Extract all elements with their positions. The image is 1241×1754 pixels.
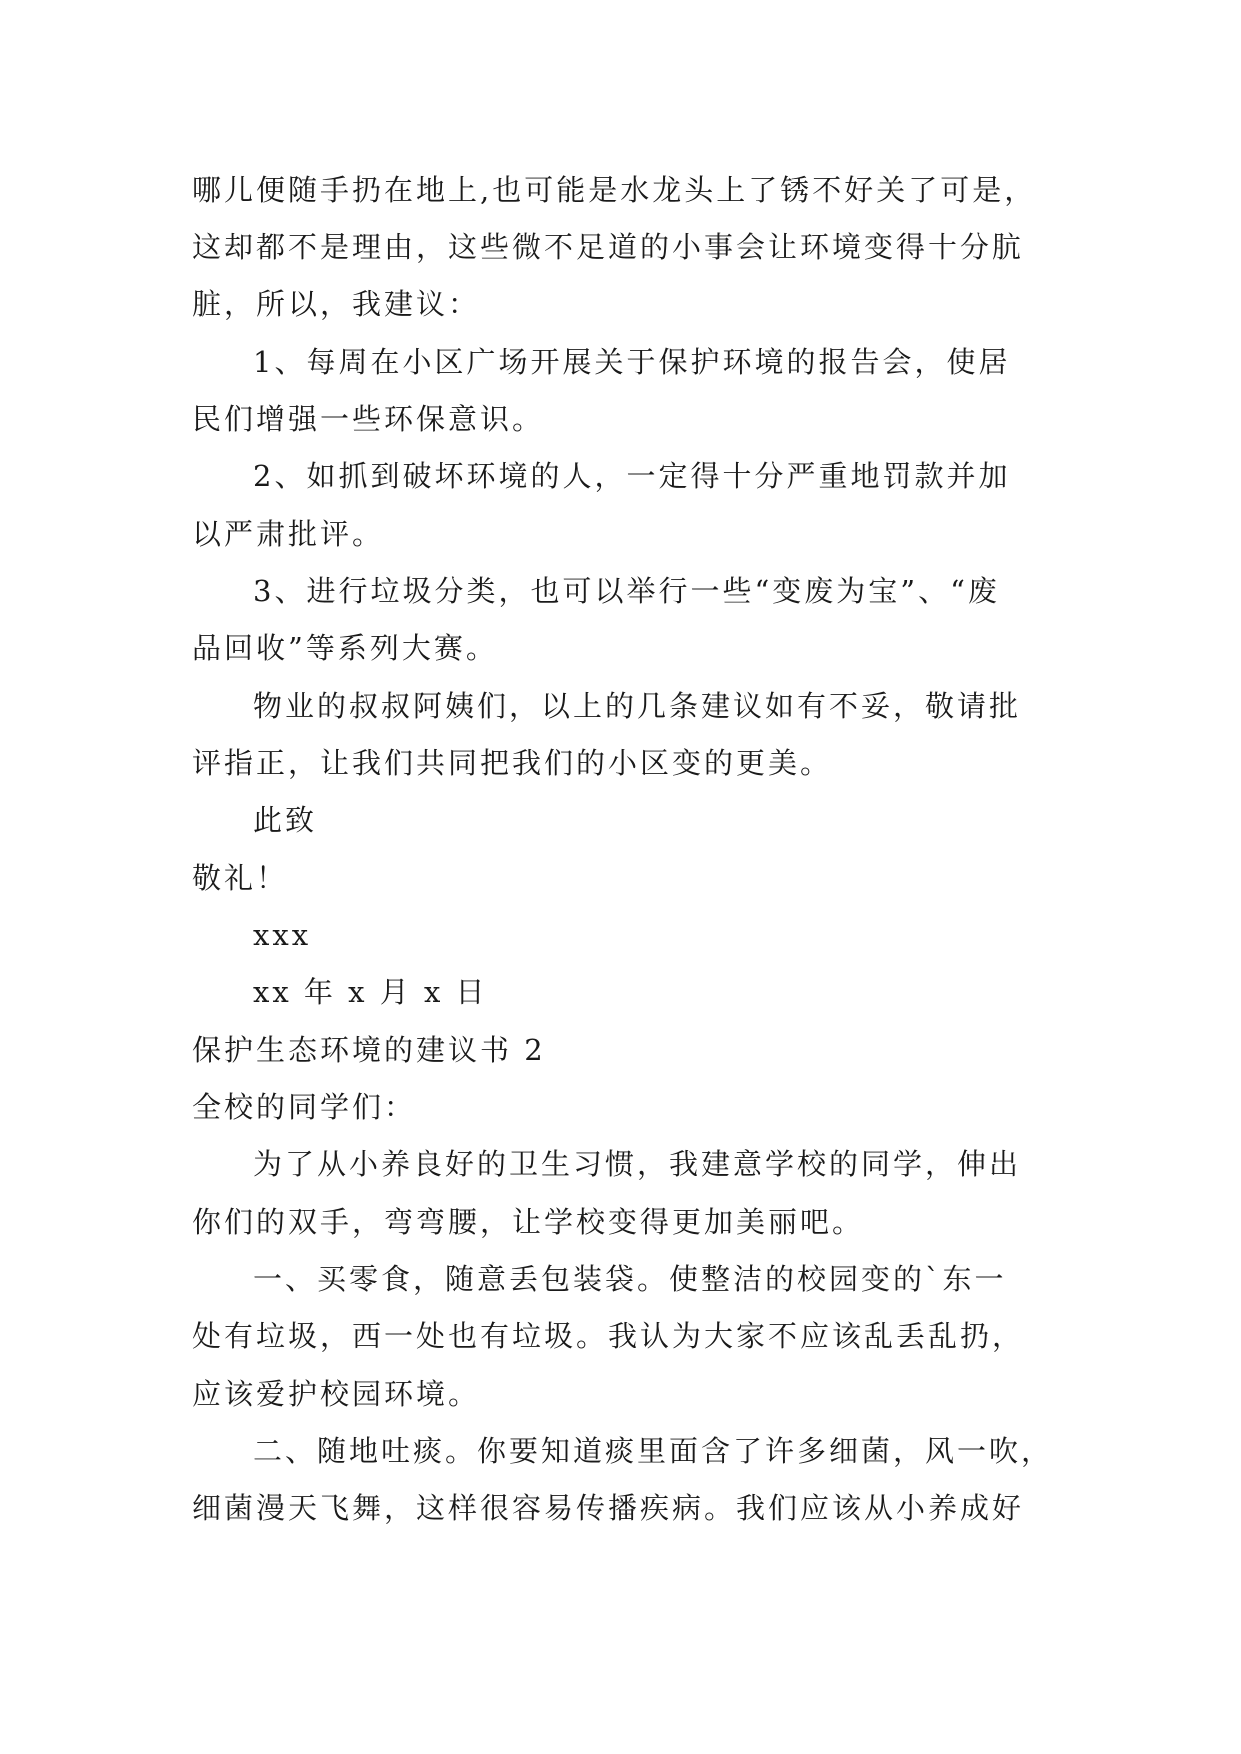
text-line: 2、如抓到破坏环境的人，一定得十分严重地罚款并加 (253, 459, 1011, 493)
text-line: 评指正，让我们共同把我们的小区变的更美。 (192, 746, 833, 780)
text-line: 此致 (253, 803, 318, 837)
text-line: 1、每周在小区广场开展关于保护环境的报告会，使居 (253, 345, 1011, 379)
text-line: 应该爱护校园环境。 (192, 1377, 481, 1411)
text-line: 物业的叔叔阿姨们，以上的几条建议如有不妥，敬请批 (253, 689, 1022, 723)
text-line: 细菌漫天飞舞，这样很容易传播疾病。我们应该从小养成好 (192, 1491, 1025, 1525)
text-line: 哪儿便随手扔在地上,也可能是水龙头上了锈不好关了可是， (192, 173, 1037, 207)
text-line: xx 年 x 月 x 日 (253, 975, 488, 1009)
text-line: 民们增强一些环保意识。 (192, 402, 545, 436)
text-line: 全校的同学们： (192, 1090, 417, 1124)
text-line: 脏，所以，我建议： (192, 287, 481, 321)
text-line: 处有垃圾，西一处也有垃圾。我认为大家不应该乱丢乱扔， (192, 1319, 1025, 1353)
text-line: 二、随地吐痰。你要知道痰里面含了许多细菌，风一吹， (253, 1434, 1054, 1468)
text-line: 敬礼！ (192, 861, 289, 895)
text-line: 为了从小养良好的卫生习惯，我建意学校的同学，伸出 (253, 1147, 1022, 1181)
text-line: 一、买零食，随意丢包装袋。使整洁的校园变的`东一 (253, 1262, 1007, 1296)
text-line: xxx (253, 918, 312, 952)
text-line: 保护生态环境的建议书 2 (192, 1033, 546, 1067)
text-line: 你们的双手，弯弯腰，让学校变得更加美丽吧。 (192, 1205, 865, 1239)
text-line: 以严肃批评。 (192, 517, 385, 551)
text-line: 品回收”等系列大赛。 (192, 631, 498, 665)
text-line: 3、进行垃圾分类，也可以举行一些“变废为宝”、“废 (253, 574, 1000, 608)
text-line: 这却都不是理由，这些微不足道的小事会让环境变得十分肮 (192, 230, 1025, 264)
